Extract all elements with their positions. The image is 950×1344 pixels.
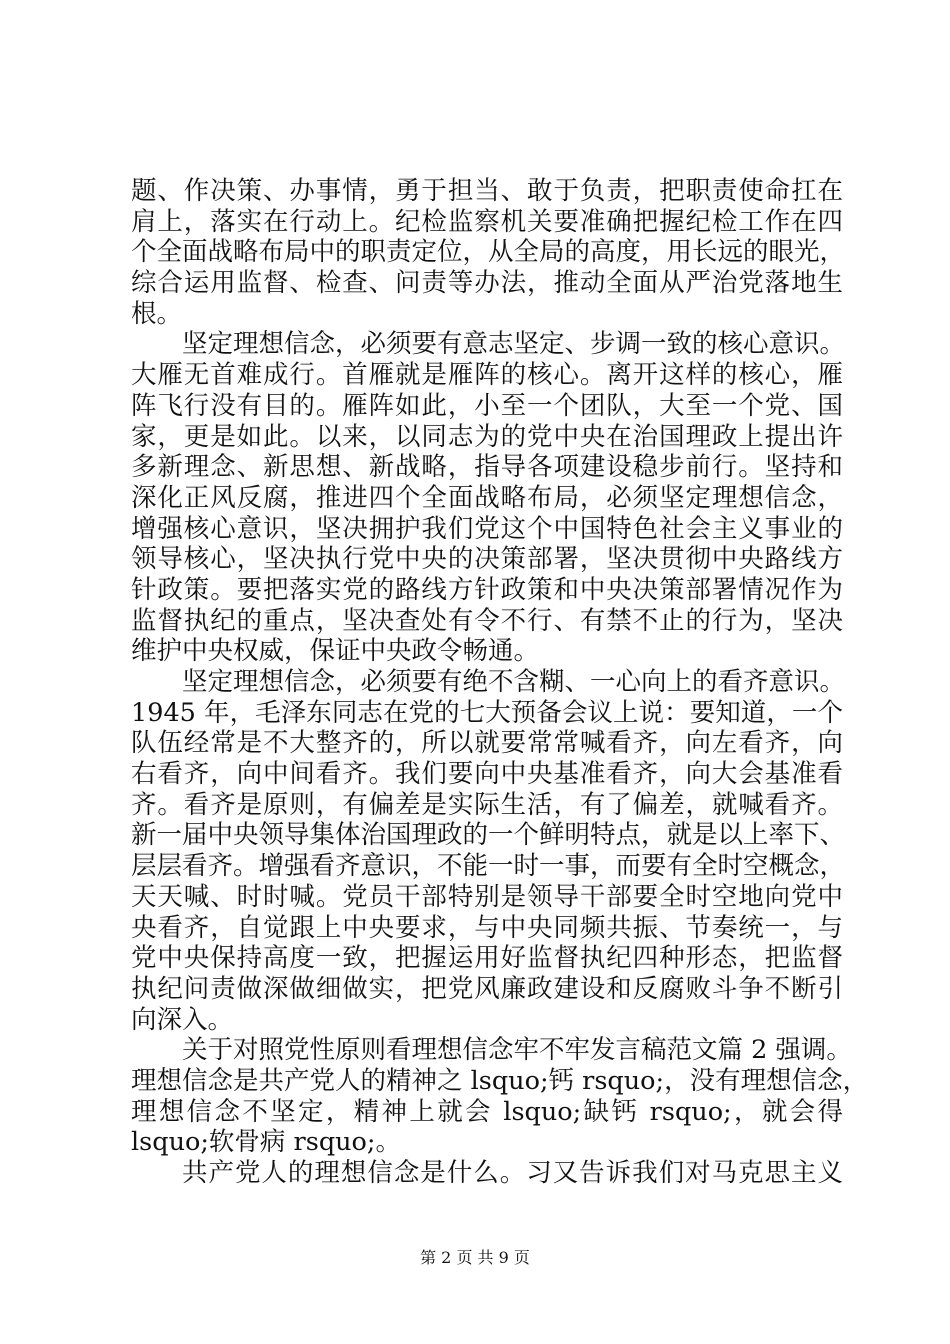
text-line: 多新理念、新思想、新战略，指导各项建设稳步前行。坚持和 xyxy=(131,452,843,483)
text-line: lsquo;软骨病 rsquo;。 xyxy=(131,1127,402,1158)
text-line: 维护中央权威，保证中央政令畅通。 xyxy=(131,636,540,667)
text-line: 新一届中央领导集体治国理政的一个鲜明特点，就是以上率下、 xyxy=(131,820,846,851)
text-line: 根。 xyxy=(131,298,183,329)
text-line: 共产党人的理想信念是什么。习又告诉我们对马克思主义 xyxy=(182,1158,843,1188)
text-line: 坚定理想信念，必须要有绝不含糊、一心向上的看齐意识。 xyxy=(182,667,846,697)
text-line: 阵飞行没有目的。雁阵如此，小至一个团队，大至一个党、国 xyxy=(131,390,843,421)
text-line: 家，更是如此。以来，以同志为的党中央在治国理政上提出许 xyxy=(131,421,843,452)
text-line: 增强核心意识，坚决拥护我们党这个中国特色社会主义事业的 xyxy=(131,513,843,544)
text-line: 大雁无首难成行。首雁就是雁阵的核心。离开这样的核心，雁 xyxy=(131,360,843,391)
text-line: 理想信念不坚定，精神上就会 lsquo;缺钙 rsquo;，就会得 xyxy=(131,1096,843,1127)
text-line: 央看齐，自觉跟上中央要求，与中央同频共振、节奏统一，与 xyxy=(131,912,843,943)
text-line: 层层看齐。增强看齐意识，不能一时一事，而要有全时空概念， xyxy=(131,851,846,882)
text-line: 题、作决策、办事情，勇于担当、敢于负责，把职责使命扛在 xyxy=(131,176,843,206)
text-line: 右看齐，向中间看齐。我们要向中央基准看齐，向大会基准看 xyxy=(131,759,843,790)
text-line: 党中央保持高度一致，把握运用好监督执纪四种形态，把监督 xyxy=(131,943,843,974)
text-line: 天天喊、时时喊。党员干部特别是领导干部要全时空地向党中 xyxy=(131,881,843,912)
page-number-footer: 第 2 页 共 9 页 xyxy=(420,1248,530,1267)
text-line: 向深入。 xyxy=(131,1004,234,1035)
text-line: 领导核心，坚决执行党中央的决策部署，坚决贯彻中央路线方 xyxy=(131,544,843,575)
text-line: 齐。看齐是原则，有偏差是实际生活，有了偏差，就喊看齐。 xyxy=(131,789,843,820)
text-line: 针政策。要把落实党的路线方针政策和中央决策部署情况作为 xyxy=(131,574,843,605)
text-line: 个全面战略布局中的职责定位，从全局的高度，用长远的眼光， xyxy=(131,237,846,268)
text-line: 关于对照党性原则看理想信念牢不牢发言稿范文篇 2 强调。 xyxy=(182,1035,852,1066)
text-line: 坚定理想信念，必须要有意志坚定、步调一致的核心意识。 xyxy=(182,329,846,360)
text-line: 理想信念是共产党人的精神之 lsquo;钙 rsquo;，没有理想信念， xyxy=(131,1065,869,1096)
text-line: 执纪问责做深做细做实，把党风廉政建设和反腐败斗争不断引 xyxy=(131,973,843,1004)
text-line: 1945 年，毛泽东同志在党的七大预备会议上说：要知道，一个 xyxy=(131,697,843,728)
text-line: 深化正风反腐，推进四个全面战略布局，必须坚定理想信念， xyxy=(131,482,843,513)
body-text xyxy=(131,176,869,1189)
text-line: 肩上，落实在行动上。纪检监察机关要准确把握纪检工作在四 xyxy=(131,206,843,237)
text-line: 队伍经常是不大整齐的，所以就要常常喊看齐，向左看齐，向 xyxy=(131,728,843,759)
text-line: 综合运用监督、检查、问责等办法，推动全面从严治党落地生 xyxy=(131,268,843,299)
text-line: 监督执纪的重点，坚决查处有令不行、有禁不止的行为，坚决 xyxy=(131,605,843,636)
